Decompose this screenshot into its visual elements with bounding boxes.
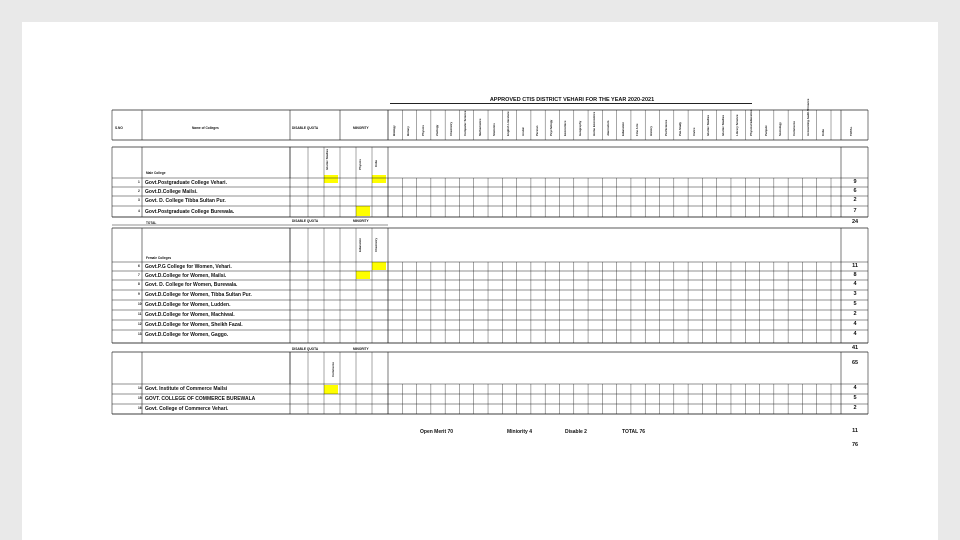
commerce-minority-label: Commerce — [331, 362, 335, 377]
commerce-row-total: 5 — [853, 395, 857, 401]
female-row-total: 2 — [853, 311, 857, 317]
male-row-number: 3 — [138, 198, 140, 202]
male-college-name: Govt.Postgraduate College Burewala. — [145, 208, 235, 215]
commerce-header-minority: MINORITY — [353, 347, 369, 351]
female-college-name: Govt.D.College for Women, Ludden. — [145, 301, 231, 308]
commerce-total: 11 — [852, 428, 858, 434]
subject-header: Commerce — [792, 121, 797, 136]
subject-header: Physics — [420, 125, 425, 136]
subject-header: Education — [620, 122, 625, 136]
highlight-cell — [324, 175, 338, 183]
subject-header: Economics — [563, 120, 568, 136]
female-college-name: Govt.D.College for Women, Gaggo. — [145, 331, 229, 338]
female-college-name: Govt.D.College for Women, Mailsi. — [145, 272, 227, 279]
header-sno: S.NO — [115, 126, 123, 130]
highlight-cell — [372, 262, 386, 270]
male-minority-label-1: Islamic Studies — [325, 148, 329, 170]
subject-header: Sociology — [777, 122, 782, 136]
male-college-name: Govt.D.College Mailsi. — [145, 188, 198, 195]
male-college-name: Govt.Postgraduate College Vehari. — [145, 179, 227, 186]
subject-header: Mathematics — [477, 118, 482, 136]
female-section-heading: Female Colleges — [146, 256, 172, 260]
female-college-name: Govt.D.College for Women, Sheikh Fazal. — [145, 321, 243, 328]
female-row-total: 4 — [853, 281, 857, 287]
female-minority-label-2: Chemistry — [374, 237, 378, 252]
subject-header: Computer Science — [463, 110, 468, 136]
female-row-total: 8 — [853, 272, 857, 278]
female-college-name: Govt.D.College for Women, Machiwal. — [145, 311, 235, 318]
male-section-heading: Male College — [146, 171, 166, 175]
female-row-number: 13 — [138, 332, 142, 336]
female-row-number: 9 — [138, 292, 140, 296]
male-row-number: 4 — [138, 209, 140, 213]
commerce-row-number: 15 — [138, 396, 142, 400]
subject-header: English Literature — [506, 111, 511, 136]
highlight-cell — [356, 206, 370, 216]
commerce-college-name: Govt. Institute of Commerce Mailsi — [145, 385, 228, 392]
female-row-number: 11 — [138, 312, 142, 316]
male-row-total: 6 — [853, 188, 857, 194]
subject-header: Physical Education — [749, 109, 754, 136]
grand-total: 76 — [851, 442, 859, 448]
subject-header: Islamic Studies — [706, 114, 711, 136]
header-minority: MINORITY — [353, 126, 369, 130]
highlight-cell — [324, 385, 338, 394]
subject-header: Civics — [692, 127, 697, 136]
commerce-header-disable: DISABLE QUOTA — [292, 347, 319, 351]
subject-header: Zoology — [434, 124, 439, 136]
male-total-label: TOTAL — [146, 221, 157, 225]
male-college-name: Govt. D. College Tibba Sultan Pur. — [145, 197, 226, 204]
male-row-total: 9 — [853, 179, 857, 185]
subject-header: Home Economics — [592, 111, 597, 136]
subject-header: Journalism — [606, 120, 611, 136]
subject-header: Punjabi — [763, 125, 768, 136]
subject-header: Islamic Studies — [720, 114, 725, 136]
female-row-number: 7 — [138, 273, 140, 277]
header-total: TOTAL — [849, 126, 853, 136]
female-row-number: 8 — [138, 282, 140, 286]
female-row-total: 4 — [853, 321, 857, 327]
female-minority-label-1: Education — [358, 238, 362, 252]
subject-header: Biology — [392, 125, 396, 136]
subject-header: Fine Arts — [634, 123, 639, 136]
header-disable-quota: DISABLE QUOTA — [292, 126, 319, 130]
female-header-minority: MINORITY — [353, 219, 369, 223]
footer-total: TOTAL 76 — [622, 429, 646, 435]
subject-header: Persian — [534, 125, 539, 136]
male-row-total: 2 — [853, 197, 857, 203]
female-college-name: Govt.P.G College for Women, Vehari. — [145, 263, 232, 270]
subject-header: History — [649, 126, 654, 136]
male-row-number: 2 — [138, 189, 140, 193]
female-row-total: 11 — [852, 263, 858, 269]
male-minority-label-3: Urdu — [374, 160, 378, 167]
female-total: 41 — [851, 345, 859, 351]
female-row-total: 4 — [853, 331, 857, 337]
female-row-total: 5 — [853, 301, 857, 307]
male-row-number: 1 — [138, 180, 140, 184]
subject-header: Pak.Study — [677, 122, 682, 136]
highlight-cell — [356, 271, 370, 279]
highlight-cell — [372, 175, 386, 183]
subject-header: Botany — [406, 126, 411, 136]
commerce-row-number: 14 — [138, 386, 142, 390]
document-title: APPROVED CTIS DISTRICT VEHARI FOR THE YEAR 2020-2021 — [489, 97, 655, 103]
footer-minority: Miniority 4 — [507, 429, 533, 435]
subject-header: Urdu — [820, 129, 825, 136]
female-header-disable: DISABLE QUOTA — [292, 219, 319, 223]
footer-disable: Disable 2 — [565, 429, 587, 435]
commerce-college-name: GOVT. COLLEGE OF COMMERCE BUREWALA — [145, 395, 256, 402]
commerce-college-name: Govt. College of Commerce Vehari. — [145, 405, 229, 412]
subject-header: Arabic — [520, 127, 525, 136]
header-college-name: Name of Colleges — [192, 126, 219, 130]
subject-header: Chemistry — [449, 121, 454, 136]
subtotal: 65 — [851, 360, 859, 366]
subject-header: Geography — [577, 120, 582, 136]
male-row-total: 7 — [853, 208, 857, 214]
subject-header: Accounting Audit / Finance — [806, 98, 811, 136]
commerce-row-number: 16 — [138, 406, 142, 410]
commerce-row-total: 2 — [853, 405, 857, 411]
female-college-name: Govt.D.College for Women, Tibba Sultan Pur. — [145, 291, 252, 298]
female-row-number: 6 — [138, 264, 140, 268]
male-total: 24 — [851, 219, 859, 225]
subject-header: Pol.Science — [663, 119, 668, 136]
commerce-row-total: 4 — [853, 385, 857, 391]
female-college-name: Govt. D. College for Women, Burewala. — [145, 281, 238, 288]
female-row-total: 3 — [853, 291, 857, 297]
female-row-number: 12 — [138, 322, 142, 326]
male-minority-label-2: Physics — [358, 159, 362, 170]
female-row-number: 10 — [138, 302, 142, 306]
subject-header: Library Science — [734, 114, 739, 136]
document-sheet — [22, 22, 938, 540]
footer-open-merit: Open Merit 70 — [420, 429, 454, 435]
subject-header: Psychology — [549, 119, 554, 136]
subject-header: Statistics — [492, 123, 497, 136]
